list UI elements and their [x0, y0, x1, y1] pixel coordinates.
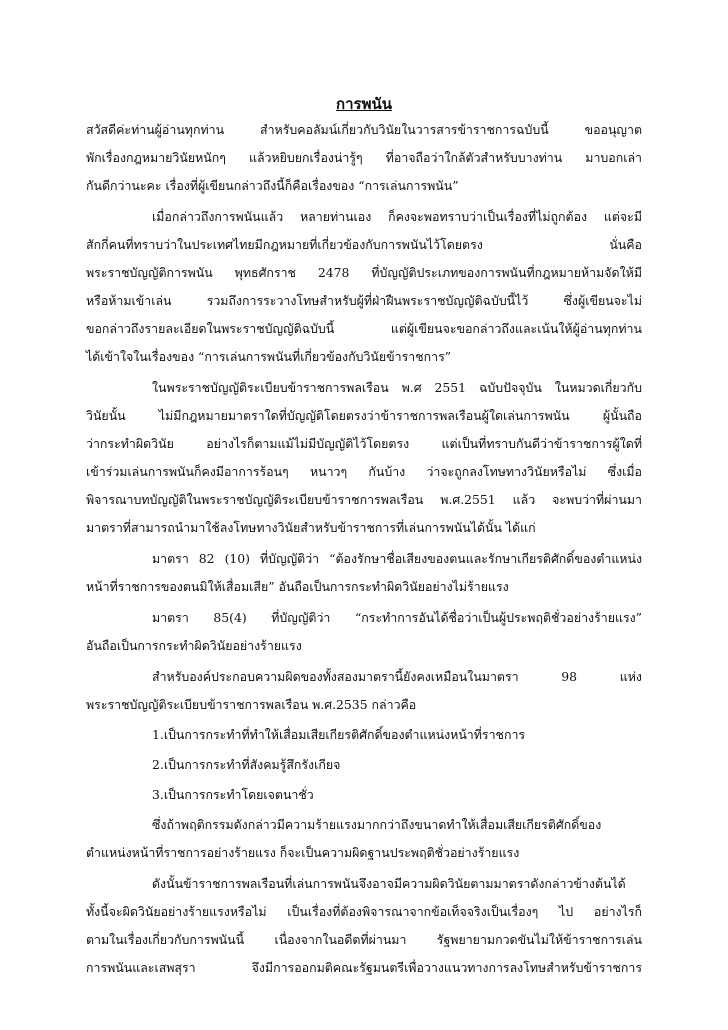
- text-line: หน้าที่ราชการของตนมิให้เสื่อมเสีย” อันถือเป็นการกระทำผิดวินัยอย่างไม่ร้ายแรง: [86, 579, 509, 594]
- text-line: ตำแหน่งหน้าที่ราชการอย่างร้ายแรง ก็จะเป็นความผิดฐานประพฤติชั่วอย่างร้ายแรง: [86, 845, 520, 860]
- text-line: ขอกล่าวถึงรายละเอียดในพระราชบัญญัติฉบับนี้ แต่ผู้เขียนจะขอกล่าวถึงและเน้นให้ผู้อ่านทุกท่าน: [86, 321, 642, 336]
- text-line: ตามในเรื่องเกี่ยวกับการพนันนี้ เนื่องจากในอดีตที่ผ่านมา รัฐพยายามกวดขันไม่ให้ข้าราชการเล่น: [86, 932, 642, 947]
- text-line: มาตราที่สามารถนำมาใช้ลงโทษทางวินัยสำหรับข้าราชการที่เล่นการพนันได้นั้น ได้แก่: [86, 520, 536, 535]
- text-line: การพนันและเสพสุรา จึงมีการออกมติคณะรัฐมนตรีเพื่อวางแนวทางการลงโทษสำหรับข้าราชการ: [86, 960, 642, 975]
- text-line: วินัยนั้น ไม่มีกฎหมายมาตราใดที่บัญญัติโดยตรงว่าข้าราชการพลเรือนผู้ใดเล่นการพนัน ผู้นั้นถือ: [86, 408, 642, 423]
- text-line: สวัสดีค่ะท่านผู้อ่านทุกท่าน สำหรับคอลัมน์เกี่ยวกับวินัยในวารสารข้าราชการฉบับนี้ ขออนุญาต: [86, 122, 642, 137]
- list-item: 2.เป็นการกระทำที่สังคมรู้สึกรังเกียจ: [152, 757, 341, 772]
- text-line: พิจารณาบทบัญญัติในพระราชบัญญัติระเบียบข้าราชการพลเรือน พ.ศ.2551 แล้ว จะพบว่าที่ผ่านมา: [86, 492, 642, 507]
- text-line: ทั้งนี้จะผิดวินัยอย่างร้ายแรงหรือไม่ เป็นเรื่องที่ต้องพิจารณาจากข้อเท็จจริงเป็นเรื่องๆ ไป อย่างไรก็: [86, 904, 642, 919]
- document-title: การพนัน: [336, 95, 392, 113]
- text-line: สักกี่คนที่ทราบว่าในประเทศไทยมีกฎหมายที่เกี่ยวข้องกับการพนันไว้โดยตรง นั่นคือ: [86, 237, 642, 252]
- text-line: กันดีกว่านะคะ เรื่องที่ผู้เขียนกล่าวถึงนี้ก็คือเรื่องของ “การเล่นการพนัน”: [86, 178, 459, 193]
- text-line: อันถือเป็นการกระทำผิดวินัยอย่างร้ายแรง: [86, 638, 302, 653]
- text-line: พระราชบัญญัติการพนัน พุทธศักราช 2478 ที่บัญญัติประเภทของการพนันที่กฎหมายห้ามจัดให้มี: [86, 265, 642, 280]
- text-line: เมื่อกล่าวถึงการพนันแล้ว หลายท่านเอง ก็คงจะพอทราบว่าเป็นเรื่องที่ไม่ถูกต้อง แต่จะมี: [152, 209, 642, 224]
- text-line: พักเรื่องกฎหมายวินัยหนักๆ แล้วหยิบยกเรื่องน่ารู้ๆ ที่อาจถือว่าใกล้ตัวสำหรับบางท่าน มาบอกเล่า: [86, 150, 642, 165]
- text-line: ซึ่งถ้าพฤติกรรมดังกล่าวมีความร้ายแรงมากกว่าถึงขนาดทำให้เสื่อมเสียเกียรติศักดิ์ของ: [152, 817, 602, 832]
- text-line: พระราชบัญญัติระเบียบข้าราชการพลเรือน พ.ศ.2535 กล่าวคือ: [86, 697, 417, 712]
- text-line: ดังนั้นข้าราชการพลเรือนที่เล่นการพนันจึงอาจมีความผิดวินัยตามมาตราดังกล่าวข้างต้นได้: [152, 876, 626, 891]
- text-line: ในพระราชบัญญัติระเบียบข้าราชการพลเรือน พ.ศ 2551 ฉบับปัจจุบัน ในหมวดเกี่ยวกับ: [152, 380, 642, 395]
- text-line: ว่ากระทำผิดวินัย อย่างไรก็ตามแม้ไม่มีบัญญัติไว้โดยตรง แต่เป็นที่ทราบกันดีว่าข้าราชการผู้ใดที่: [86, 436, 642, 451]
- text-line: เข้าร่วมเล่นการพนันก็คงมีอาการร้อนๆ หนาวๆ กันบ้าง ว่าจะถูกลงโทษทางวินัยหรือไม่ ซึ่งเมื่อ: [86, 464, 642, 479]
- list-item: 3.เป็นการกระทำโดยเจตนาชั่ว: [152, 787, 314, 802]
- text-line: ได้เข้าใจในเรื่องของ “การเล่นการพนันที่เกี่ยวข้องกับวินัยข้าราชการ”: [86, 349, 452, 364]
- text-line: สำหรับองค์ประกอบความผิดของทั้งสองมาตรานี้ยังคงเหมือนในมาตรา 98 แห่ง: [152, 669, 642, 684]
- text-line: มาตรา 85(4) ที่บัญญัติว่า “กระทำการอันได้ชื่อว่าเป็นผู้ประพฤติชั่วอย่างร้ายแรง”: [152, 610, 642, 625]
- text-line: หรือห้ามเข้าเล่น รวมถึงการระวางโทษสำหรับผู้ที่ฝ่าฝืนพระราชบัญญัติฉบับนี้ไว้ ซึ่งผู้เขียนจะไม่: [86, 293, 642, 308]
- list-item: 1.เป็นการกระทำที่ทำให้เสื่อมเสียเกียรติศักดิ์ของตำแหน่งหน้าที่ราชการ: [152, 727, 526, 742]
- text-line: มาตรา 82 (10) ที่บัญญัติว่า “ต้องรักษาชื่อเสียงของตนและรักษาเกียรติศักดิ์ของตำแหน่ง: [152, 551, 642, 566]
